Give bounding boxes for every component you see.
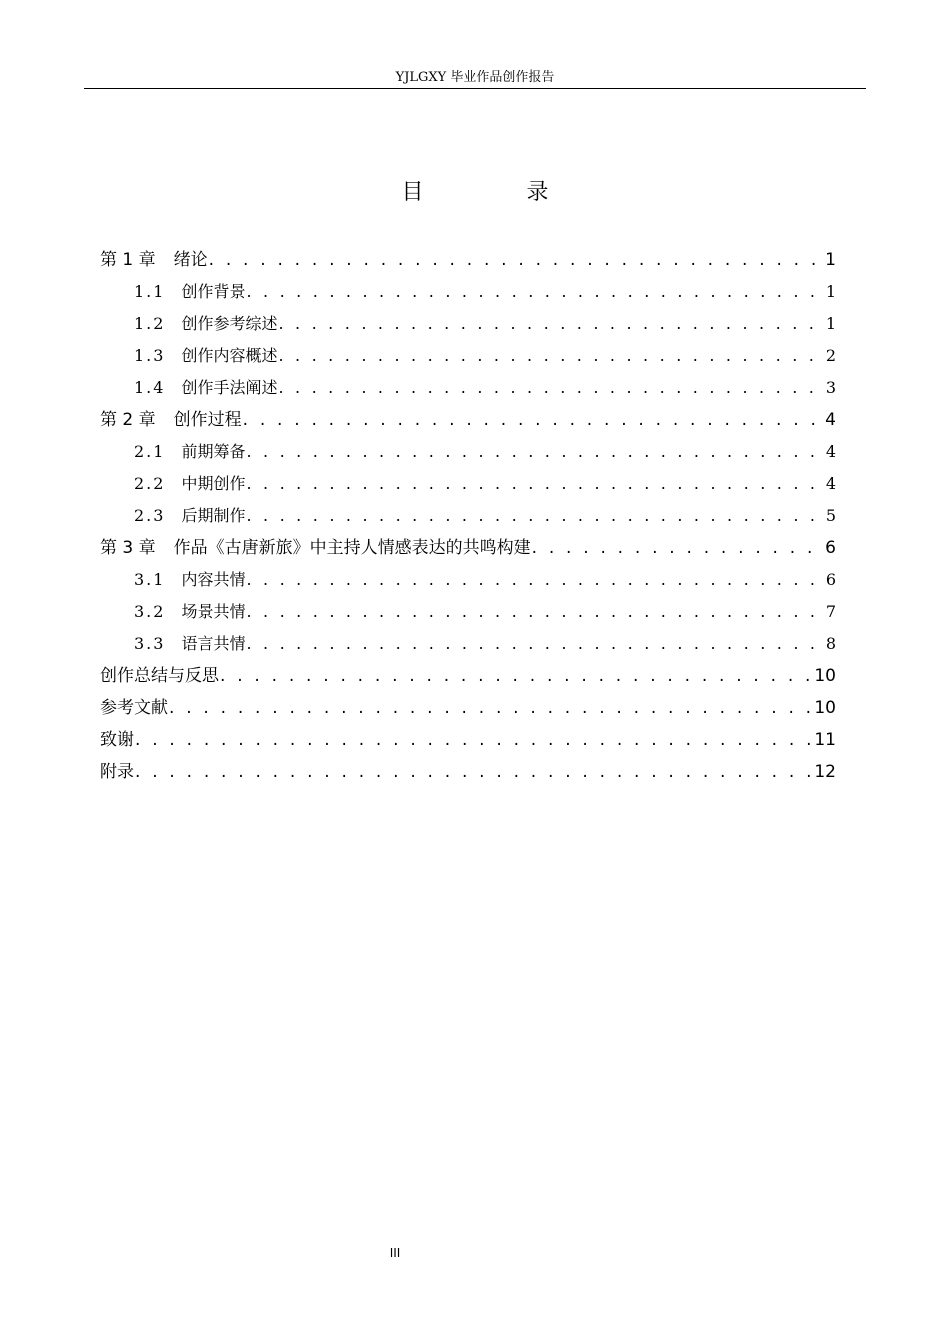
toc-entry-title: 附录 bbox=[100, 762, 134, 782]
toc-entry-title: 创作背景 bbox=[181, 282, 246, 301]
toc-entry-number: 2.3 bbox=[134, 506, 166, 525]
dot-leader bbox=[135, 724, 810, 756]
toc-entry-title: 创作手法阐述 bbox=[181, 378, 278, 397]
toc-entry-page: 1 bbox=[825, 250, 836, 270]
toc-chapter-entry[interactable] bbox=[100, 692, 836, 724]
toc-entry-title: 前期筹备 bbox=[181, 442, 246, 461]
toc-chapter-entry[interactable] bbox=[100, 756, 836, 788]
toc-entry-page: 3 bbox=[825, 378, 836, 397]
page-number: III bbox=[389, 1246, 401, 1260]
toc-entry-page: 6 bbox=[825, 570, 836, 589]
toc-entry-number: 第 3 章 bbox=[100, 538, 156, 558]
toc-section-entry[interactable] bbox=[100, 564, 836, 596]
toc-entry-page: 1 bbox=[825, 314, 836, 333]
toc-section-entry[interactable] bbox=[100, 436, 836, 468]
toc-entry-number: 2.1 bbox=[134, 442, 166, 461]
toc-entry-title: 参考文献 bbox=[100, 698, 168, 718]
toc-entry-page: 10 bbox=[814, 666, 836, 686]
toc-entry-number: 1.3 bbox=[134, 346, 166, 365]
toc-entry-page: 10 bbox=[814, 698, 836, 718]
dot-leader bbox=[209, 244, 822, 276]
toc-entry-number: 3.2 bbox=[134, 602, 166, 621]
toc-section-entry[interactable] bbox=[100, 628, 836, 660]
toc-entry-number: 3.3 bbox=[134, 634, 166, 653]
toc-section-entry[interactable] bbox=[100, 500, 836, 532]
dot-leader bbox=[135, 756, 810, 788]
toc-entry-number: 1.1 bbox=[134, 282, 166, 301]
toc-entry-title: 场景共情 bbox=[181, 602, 246, 621]
toc-entry-title: 作品《古唐新旅》中主持人情感表达的共鸣构建 bbox=[173, 538, 531, 558]
table-of-contents bbox=[100, 244, 836, 788]
toc-entry-page: 6 bbox=[825, 538, 836, 558]
toc-entry-page: 8 bbox=[825, 634, 836, 653]
dot-leader bbox=[278, 308, 821, 340]
toc-section-entry[interactable] bbox=[100, 372, 836, 404]
toc-section-entry[interactable] bbox=[100, 468, 836, 500]
toc-entry-title: 致谢 bbox=[100, 730, 134, 750]
toc-chapter-entry[interactable] bbox=[100, 244, 836, 276]
toc-entry-title: 内容共情 bbox=[181, 570, 246, 589]
toc-chapter-entry[interactable] bbox=[100, 660, 836, 692]
dot-leader bbox=[220, 660, 810, 692]
toc-entry-page: 4 bbox=[825, 442, 836, 461]
toc-chapter-entry[interactable] bbox=[100, 724, 836, 756]
toc-entry-page: 4 bbox=[825, 410, 836, 430]
dot-leader bbox=[532, 532, 822, 564]
toc-section-entry[interactable] bbox=[100, 276, 836, 308]
toc-entry-page: 12 bbox=[814, 762, 836, 782]
dot-leader bbox=[246, 276, 821, 308]
toc-entry-number: 1.4 bbox=[134, 378, 166, 397]
toc-entry-title: 后期制作 bbox=[181, 506, 246, 525]
toc-entry-page: 11 bbox=[814, 730, 836, 750]
toc-section-entry[interactable] bbox=[100, 596, 836, 628]
toc-entry-title: 创作参考综述 bbox=[181, 314, 278, 333]
toc-entry-page: 4 bbox=[825, 474, 836, 493]
toc-entry-number: 2.2 bbox=[134, 474, 166, 493]
toc-entry-page: 2 bbox=[825, 346, 836, 365]
toc-entry-page: 7 bbox=[825, 602, 836, 621]
dot-leader bbox=[246, 564, 821, 596]
running-header: YJLGXY 毕业作品创作报告 bbox=[395, 70, 555, 85]
dot-leader bbox=[246, 468, 821, 500]
dot-leader bbox=[246, 628, 821, 660]
toc-entry-number: 第 1 章 bbox=[100, 250, 156, 270]
toc-section-entry[interactable] bbox=[100, 308, 836, 340]
toc-entry-title: 语言共情 bbox=[181, 634, 246, 653]
toc-entry-number: 1.2 bbox=[134, 314, 166, 333]
toc-entry-title: 中期创作 bbox=[181, 474, 246, 493]
dot-leader bbox=[278, 372, 821, 404]
toc-section-entry[interactable] bbox=[100, 340, 836, 372]
toc-entry-page: 5 bbox=[825, 506, 836, 525]
toc-entry-title: 绪论 bbox=[173, 250, 208, 270]
dot-leader bbox=[246, 436, 821, 468]
dot-leader bbox=[278, 340, 821, 372]
toc-entry-title: 创作内容概述 bbox=[181, 346, 278, 365]
dot-leader bbox=[246, 596, 821, 628]
toc-entry-number: 第 2 章 bbox=[100, 410, 156, 430]
toc-entry-page: 1 bbox=[825, 282, 836, 301]
toc-entry-title: 创作总结与反思 bbox=[100, 666, 219, 686]
header-rule bbox=[84, 88, 866, 89]
toc-chapter-entry[interactable] bbox=[100, 532, 836, 564]
dot-leader bbox=[246, 500, 821, 532]
dot-leader bbox=[243, 404, 822, 436]
dot-leader bbox=[169, 692, 810, 724]
toc-heading: 目 录 bbox=[401, 180, 597, 205]
toc-entry-title: 创作过程 bbox=[173, 410, 242, 430]
toc-chapter-entry[interactable] bbox=[100, 404, 836, 436]
toc-entry-number: 3.1 bbox=[134, 570, 166, 589]
